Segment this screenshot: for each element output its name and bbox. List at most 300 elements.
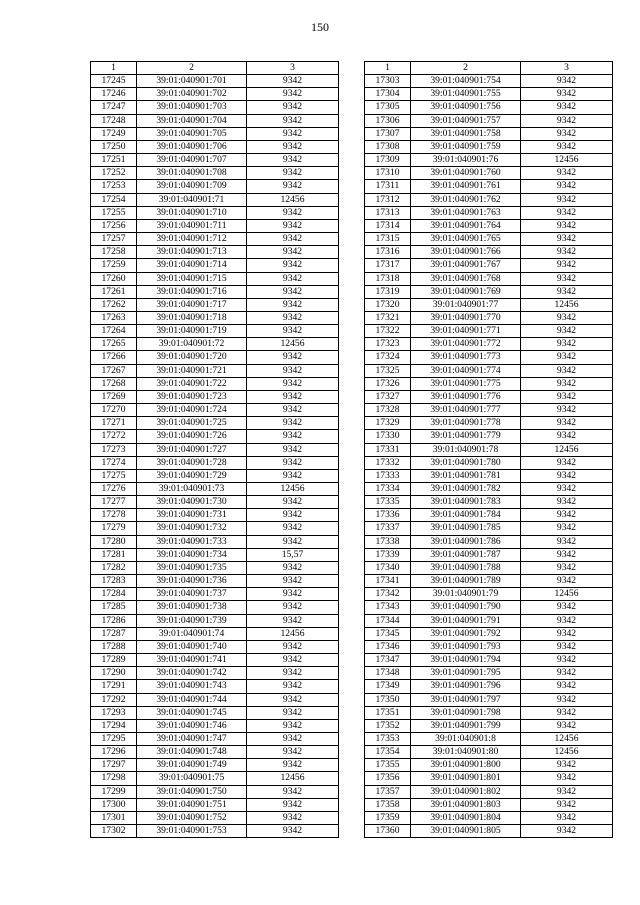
table-row bbox=[91, 522, 339, 535]
table-row bbox=[91, 772, 339, 785]
cadastral-number-cell: 39:01:040901:789 bbox=[411, 575, 521, 588]
row-number-cell: 17280 bbox=[91, 535, 137, 548]
value-cell: 9342 bbox=[247, 114, 339, 127]
table-row bbox=[365, 193, 613, 206]
row-number-cell: 17277 bbox=[91, 496, 137, 509]
page-number: 150 bbox=[311, 20, 329, 34]
value-cell: 9342 bbox=[521, 140, 613, 153]
value-cell: 9342 bbox=[521, 180, 613, 193]
value-cell: 9342 bbox=[521, 483, 613, 496]
table-row bbox=[365, 601, 613, 614]
cadastral-number-cell: 39:01:040901:710 bbox=[137, 206, 247, 219]
value-cell: 9342 bbox=[247, 154, 339, 167]
cadastral-number-cell: 39:01:040901:760 bbox=[411, 167, 521, 180]
value-cell: 9342 bbox=[521, 614, 613, 627]
table-row bbox=[91, 746, 339, 759]
row-number-cell: 17328 bbox=[365, 404, 411, 417]
table-row bbox=[365, 627, 613, 640]
row-number-cell: 17285 bbox=[91, 601, 137, 614]
row-number-cell: 17347 bbox=[365, 654, 411, 667]
cadastral-number-cell: 39:01:040901:800 bbox=[411, 759, 521, 772]
table-row bbox=[365, 140, 613, 153]
cadastral-number-cell: 39:01:040901:734 bbox=[137, 548, 247, 561]
table-row bbox=[365, 404, 613, 417]
row-number-cell: 17307 bbox=[365, 127, 411, 140]
table-row bbox=[365, 364, 613, 377]
row-number-cell: 17266 bbox=[91, 351, 137, 364]
table-row bbox=[91, 88, 339, 101]
value-cell: 9342 bbox=[521, 127, 613, 140]
table-row bbox=[91, 575, 339, 588]
value-cell: 9342 bbox=[247, 496, 339, 509]
table-row bbox=[365, 338, 613, 351]
row-number-cell: 17357 bbox=[365, 785, 411, 798]
column-header: 3 bbox=[247, 62, 339, 75]
value-cell: 9342 bbox=[521, 785, 613, 798]
value-cell: 9342 bbox=[247, 811, 339, 824]
cadastral-number-cell: 39:01:040901:740 bbox=[137, 640, 247, 653]
cadastral-number-cell: 39:01:040901:721 bbox=[137, 364, 247, 377]
value-cell: 9342 bbox=[247, 101, 339, 114]
table-row bbox=[365, 811, 613, 824]
row-number-cell: 17346 bbox=[365, 640, 411, 653]
row-number-cell: 17252 bbox=[91, 167, 137, 180]
table-row bbox=[91, 693, 339, 706]
table-row bbox=[91, 233, 339, 246]
table-row bbox=[365, 680, 613, 693]
table-row bbox=[365, 759, 613, 772]
table-row bbox=[365, 509, 613, 522]
value-cell: 9342 bbox=[521, 351, 613, 364]
table-row bbox=[91, 154, 339, 167]
column-header: 1 bbox=[365, 62, 411, 75]
row-number-cell: 17264 bbox=[91, 325, 137, 338]
value-cell: 9342 bbox=[247, 206, 339, 219]
cadastral-number-cell: 39:01:040901:732 bbox=[137, 522, 247, 535]
row-number-cell: 17267 bbox=[91, 364, 137, 377]
cadastral-number-cell: 39:01:040901:782 bbox=[411, 483, 521, 496]
row-number-cell: 17294 bbox=[91, 719, 137, 732]
row-number-cell: 17286 bbox=[91, 614, 137, 627]
row-number-cell: 17338 bbox=[365, 535, 411, 548]
value-cell: 9342 bbox=[247, 390, 339, 403]
cadastral-number-cell: 39:01:040901:805 bbox=[411, 825, 521, 838]
cadastral-number-cell: 39:01:040901:791 bbox=[411, 614, 521, 627]
table-row bbox=[365, 180, 613, 193]
cadastral-number-cell: 39:01:040901:714 bbox=[137, 259, 247, 272]
cadastral-number-cell: 39:01:040901:787 bbox=[411, 548, 521, 561]
column-header: 1 bbox=[91, 62, 137, 75]
row-number-cell: 17305 bbox=[365, 101, 411, 114]
value-cell: 9342 bbox=[247, 640, 339, 653]
column-header: 2 bbox=[137, 62, 247, 75]
value-cell: 9342 bbox=[247, 127, 339, 140]
table-row bbox=[365, 614, 613, 627]
value-cell: 9342 bbox=[521, 798, 613, 811]
cadastral-number-cell: 39:01:040901:8 bbox=[411, 732, 521, 745]
row-number-cell: 17261 bbox=[91, 285, 137, 298]
value-cell: 15,57 bbox=[247, 548, 339, 561]
value-cell: 12456 bbox=[247, 483, 339, 496]
cadastral-number-cell: 39:01:040901:747 bbox=[137, 732, 247, 745]
row-number-cell: 17331 bbox=[365, 443, 411, 456]
row-number-cell: 17303 bbox=[365, 75, 411, 88]
value-cell: 9342 bbox=[521, 640, 613, 653]
table-row bbox=[91, 548, 339, 561]
cadastral-number-cell: 39:01:040901:703 bbox=[137, 101, 247, 114]
table-row bbox=[365, 785, 613, 798]
table-row bbox=[365, 101, 613, 114]
table-row bbox=[91, 614, 339, 627]
table-row bbox=[365, 417, 613, 430]
value-cell: 9342 bbox=[247, 298, 339, 311]
value-cell: 9342 bbox=[247, 167, 339, 180]
row-number-cell: 17334 bbox=[365, 483, 411, 496]
row-number-cell: 17333 bbox=[365, 469, 411, 482]
value-cell: 9342 bbox=[521, 456, 613, 469]
table-row bbox=[365, 825, 613, 838]
table-row bbox=[365, 377, 613, 390]
value-cell: 9342 bbox=[521, 259, 613, 272]
table-row bbox=[91, 798, 339, 811]
row-number-cell: 17258 bbox=[91, 246, 137, 259]
table-row bbox=[365, 325, 613, 338]
table-row bbox=[91, 298, 339, 311]
value-cell: 9342 bbox=[247, 759, 339, 772]
cadastral-number-cell: 39:01:040901:737 bbox=[137, 588, 247, 601]
row-number-cell: 17295 bbox=[91, 732, 137, 745]
row-number-cell: 17304 bbox=[365, 88, 411, 101]
table-row bbox=[91, 259, 339, 272]
value-cell: 9342 bbox=[521, 206, 613, 219]
value-cell: 12456 bbox=[247, 193, 339, 206]
row-number-cell: 17344 bbox=[365, 614, 411, 627]
row-number-cell: 17306 bbox=[365, 114, 411, 127]
cadastral-number-cell: 39:01:040901:72 bbox=[137, 338, 247, 351]
value-cell: 9342 bbox=[521, 377, 613, 390]
table-row bbox=[91, 535, 339, 548]
row-number-cell: 17302 bbox=[91, 825, 137, 838]
cadastral-number-cell: 39:01:040901:749 bbox=[137, 759, 247, 772]
cadastral-number-cell: 39:01:040901:80 bbox=[411, 746, 521, 759]
row-number-cell: 17320 bbox=[365, 298, 411, 311]
row-number-cell: 17317 bbox=[365, 259, 411, 272]
value-cell: 9342 bbox=[521, 719, 613, 732]
row-number-cell: 17319 bbox=[365, 285, 411, 298]
row-number-cell: 17296 bbox=[91, 746, 137, 759]
row-number-cell: 17311 bbox=[365, 180, 411, 193]
row-number-cell: 17343 bbox=[365, 601, 411, 614]
row-number-cell: 17327 bbox=[365, 390, 411, 403]
table-row bbox=[91, 114, 339, 127]
row-number-cell: 17290 bbox=[91, 667, 137, 680]
value-cell: 9342 bbox=[521, 601, 613, 614]
table-row bbox=[91, 272, 339, 285]
cadastral-number-cell: 39:01:040901:776 bbox=[411, 390, 521, 403]
table-row bbox=[365, 154, 613, 167]
table-row bbox=[91, 127, 339, 140]
cadastral-number-cell: 39:01:040901:764 bbox=[411, 219, 521, 232]
row-number-cell: 17352 bbox=[365, 719, 411, 732]
table-row bbox=[365, 351, 613, 364]
cadastral-number-cell: 39:01:040901:755 bbox=[411, 88, 521, 101]
cadastral-number-cell: 39:01:040901:765 bbox=[411, 233, 521, 246]
row-number-cell: 17248 bbox=[91, 114, 137, 127]
table-row bbox=[91, 219, 339, 232]
table-row bbox=[91, 759, 339, 772]
table-row bbox=[91, 311, 339, 324]
row-number-cell: 17301 bbox=[91, 811, 137, 824]
table-row bbox=[91, 246, 339, 259]
row-number-cell: 17300 bbox=[91, 798, 137, 811]
row-number-cell: 17249 bbox=[91, 127, 137, 140]
cadastral-number-cell: 39:01:040901:704 bbox=[137, 114, 247, 127]
value-cell: 9342 bbox=[521, 390, 613, 403]
table-row bbox=[91, 101, 339, 114]
row-number-cell: 17342 bbox=[365, 588, 411, 601]
row-number-cell: 17246 bbox=[91, 88, 137, 101]
table-row bbox=[365, 311, 613, 324]
table-row bbox=[91, 732, 339, 745]
value-cell: 9342 bbox=[521, 667, 613, 680]
row-number-cell: 17257 bbox=[91, 233, 137, 246]
cadastral-number-cell: 39:01:040901:797 bbox=[411, 693, 521, 706]
value-cell: 9342 bbox=[247, 377, 339, 390]
table-row bbox=[365, 469, 613, 482]
table-row bbox=[91, 377, 339, 390]
cadastral-number-cell: 39:01:040901:735 bbox=[137, 561, 247, 574]
cadastral-number-cell: 39:01:040901:731 bbox=[137, 509, 247, 522]
table-row bbox=[91, 325, 339, 338]
cadastral-number-cell: 39:01:040901:762 bbox=[411, 193, 521, 206]
row-number-cell: 17337 bbox=[365, 522, 411, 535]
row-number-cell: 17329 bbox=[365, 417, 411, 430]
cadastral-number-cell: 39:01:040901:741 bbox=[137, 654, 247, 667]
row-number-cell: 17291 bbox=[91, 680, 137, 693]
value-cell: 9342 bbox=[247, 746, 339, 759]
cadastral-number-cell: 39:01:040901:719 bbox=[137, 325, 247, 338]
table-row bbox=[365, 272, 613, 285]
cadastral-number-cell: 39:01:040901:717 bbox=[137, 298, 247, 311]
value-cell: 12456 bbox=[521, 154, 613, 167]
column-header: 2 bbox=[411, 62, 521, 75]
value-cell: 9342 bbox=[247, 509, 339, 522]
row-number-cell: 17283 bbox=[91, 575, 137, 588]
cadastral-number-cell: 39:01:040901:750 bbox=[137, 785, 247, 798]
value-cell: 9342 bbox=[247, 693, 339, 706]
cadastral-number-cell: 39:01:040901:775 bbox=[411, 377, 521, 390]
cadastral-number-cell: 39:01:040901:739 bbox=[137, 614, 247, 627]
row-number-cell: 17308 bbox=[365, 140, 411, 153]
table-row bbox=[365, 667, 613, 680]
row-number-cell: 17354 bbox=[365, 746, 411, 759]
cadastral-number-cell: 39:01:040901:801 bbox=[411, 772, 521, 785]
value-cell: 9342 bbox=[521, 101, 613, 114]
cadastral-number-cell: 39:01:040901:770 bbox=[411, 311, 521, 324]
value-cell: 9342 bbox=[521, 404, 613, 417]
row-number-cell: 17315 bbox=[365, 233, 411, 246]
cadastral-number-cell: 39:01:040901:786 bbox=[411, 535, 521, 548]
value-cell: 9342 bbox=[247, 443, 339, 456]
value-cell: 12456 bbox=[521, 443, 613, 456]
value-cell: 9342 bbox=[521, 759, 613, 772]
value-cell: 9342 bbox=[247, 430, 339, 443]
value-cell: 9342 bbox=[247, 233, 339, 246]
cadastral-number-cell: 39:01:040901:711 bbox=[137, 219, 247, 232]
cadastral-number-cell: 39:01:040901:738 bbox=[137, 601, 247, 614]
cadastral-number-cell: 39:01:040901:76 bbox=[411, 154, 521, 167]
row-number-cell: 17332 bbox=[365, 456, 411, 469]
row-number-cell: 17282 bbox=[91, 561, 137, 574]
table-row bbox=[365, 719, 613, 732]
value-cell: 9342 bbox=[247, 469, 339, 482]
value-cell: 9342 bbox=[247, 535, 339, 548]
cadastral-number-cell: 39:01:040901:751 bbox=[137, 798, 247, 811]
value-cell: 9342 bbox=[247, 325, 339, 338]
value-cell: 9342 bbox=[247, 88, 339, 101]
cadastral-number-cell: 39:01:040901:733 bbox=[137, 535, 247, 548]
row-number-cell: 17360 bbox=[365, 825, 411, 838]
value-cell: 12456 bbox=[521, 732, 613, 745]
value-cell: 9342 bbox=[247, 75, 339, 88]
cadastral-number-cell: 39:01:040901:712 bbox=[137, 233, 247, 246]
table-row bbox=[91, 640, 339, 653]
cadastral-number-cell: 39:01:040901:79 bbox=[411, 588, 521, 601]
table-row bbox=[365, 732, 613, 745]
row-number-cell: 17245 bbox=[91, 75, 137, 88]
value-cell: 9342 bbox=[521, 325, 613, 338]
cadastral-number-cell: 39:01:040901:707 bbox=[137, 154, 247, 167]
cadastral-number-cell: 39:01:040901:783 bbox=[411, 496, 521, 509]
cadastral-number-cell: 39:01:040901:753 bbox=[137, 825, 247, 838]
cadastral-number-cell: 39:01:040901:756 bbox=[411, 101, 521, 114]
table-row bbox=[365, 443, 613, 456]
value-cell: 9342 bbox=[521, 114, 613, 127]
value-cell: 9342 bbox=[247, 785, 339, 798]
cadastral-number-cell: 39:01:040901:728 bbox=[137, 456, 247, 469]
row-number-cell: 17351 bbox=[365, 706, 411, 719]
table-row bbox=[365, 575, 613, 588]
value-cell: 9342 bbox=[521, 772, 613, 785]
row-number-cell: 17316 bbox=[365, 246, 411, 259]
cadastral-number-cell: 39:01:040901:784 bbox=[411, 509, 521, 522]
table-row bbox=[365, 219, 613, 232]
row-number-cell: 17348 bbox=[365, 667, 411, 680]
cadastral-number-cell: 39:01:040901:803 bbox=[411, 798, 521, 811]
cadastral-number-cell: 39:01:040901:718 bbox=[137, 311, 247, 324]
table-row bbox=[365, 496, 613, 509]
value-cell: 9342 bbox=[521, 654, 613, 667]
cadastral-number-cell: 39:01:040901:702 bbox=[137, 88, 247, 101]
value-cell: 9342 bbox=[247, 259, 339, 272]
table-row bbox=[365, 456, 613, 469]
value-cell: 9342 bbox=[247, 588, 339, 601]
row-number-cell: 17322 bbox=[365, 325, 411, 338]
table-row bbox=[91, 588, 339, 601]
row-number-cell: 17274 bbox=[91, 456, 137, 469]
row-number-cell: 17355 bbox=[365, 759, 411, 772]
row-number-cell: 17312 bbox=[365, 193, 411, 206]
table-row bbox=[91, 193, 339, 206]
value-cell: 9342 bbox=[521, 75, 613, 88]
value-cell: 12456 bbox=[521, 746, 613, 759]
cadastral-number-cell: 39:01:040901:708 bbox=[137, 167, 247, 180]
row-number-cell: 17323 bbox=[365, 338, 411, 351]
cadastral-number-cell: 39:01:040901:785 bbox=[411, 522, 521, 535]
row-number-cell: 17310 bbox=[365, 167, 411, 180]
table-row bbox=[91, 627, 339, 640]
table-row bbox=[91, 680, 339, 693]
row-number-cell: 17358 bbox=[365, 798, 411, 811]
row-number-cell: 17259 bbox=[91, 259, 137, 272]
table-row bbox=[91, 667, 339, 680]
table-row bbox=[91, 75, 339, 88]
cadastral-number-cell: 39:01:040901:713 bbox=[137, 246, 247, 259]
cadastral-number-cell: 39:01:040901:767 bbox=[411, 259, 521, 272]
table-row bbox=[91, 364, 339, 377]
table-row bbox=[365, 259, 613, 272]
table-row bbox=[365, 483, 613, 496]
row-number-cell: 17309 bbox=[365, 154, 411, 167]
cadastral-number-cell: 39:01:040901:701 bbox=[137, 75, 247, 88]
row-number-cell: 17251 bbox=[91, 154, 137, 167]
table-row bbox=[91, 469, 339, 482]
row-number-cell: 17288 bbox=[91, 640, 137, 653]
table-row bbox=[91, 509, 339, 522]
row-number-cell: 17341 bbox=[365, 575, 411, 588]
table-row bbox=[365, 654, 613, 667]
table-row bbox=[365, 298, 613, 311]
table-row bbox=[91, 561, 339, 574]
row-number-cell: 17353 bbox=[365, 732, 411, 745]
row-number-cell: 17260 bbox=[91, 272, 137, 285]
table-row bbox=[91, 443, 339, 456]
cadastral-number-cell: 39:01:040901:736 bbox=[137, 575, 247, 588]
row-number-cell: 17256 bbox=[91, 219, 137, 232]
value-cell: 9342 bbox=[247, 140, 339, 153]
row-number-cell: 17330 bbox=[365, 430, 411, 443]
cadastral-number-cell: 39:01:040901:771 bbox=[411, 325, 521, 338]
row-number-cell: 17281 bbox=[91, 548, 137, 561]
table-row bbox=[91, 601, 339, 614]
table-row bbox=[91, 496, 339, 509]
row-number-cell: 17270 bbox=[91, 404, 137, 417]
row-number-cell: 17279 bbox=[91, 522, 137, 535]
row-number-cell: 17325 bbox=[365, 364, 411, 377]
cadastral-number-cell: 39:01:040901:769 bbox=[411, 285, 521, 298]
cadastral-number-cell: 39:01:040901:748 bbox=[137, 746, 247, 759]
table-row bbox=[91, 180, 339, 193]
table-row bbox=[91, 654, 339, 667]
row-number-cell: 17250 bbox=[91, 140, 137, 153]
cadastral-number-cell: 39:01:040901:78 bbox=[411, 443, 521, 456]
table-row bbox=[365, 693, 613, 706]
table-row bbox=[91, 456, 339, 469]
value-cell: 9342 bbox=[247, 732, 339, 745]
value-cell: 9342 bbox=[521, 706, 613, 719]
row-number-cell: 17324 bbox=[365, 351, 411, 364]
value-cell: 9342 bbox=[247, 456, 339, 469]
table-row bbox=[365, 127, 613, 140]
table-row bbox=[91, 390, 339, 403]
table-row bbox=[91, 825, 339, 838]
value-cell: 9342 bbox=[247, 272, 339, 285]
table-row bbox=[365, 522, 613, 535]
table-row bbox=[91, 206, 339, 219]
value-cell: 9342 bbox=[521, 522, 613, 535]
value-cell: 9342 bbox=[247, 825, 339, 838]
cadastral-number-cell: 39:01:040901:744 bbox=[137, 693, 247, 706]
